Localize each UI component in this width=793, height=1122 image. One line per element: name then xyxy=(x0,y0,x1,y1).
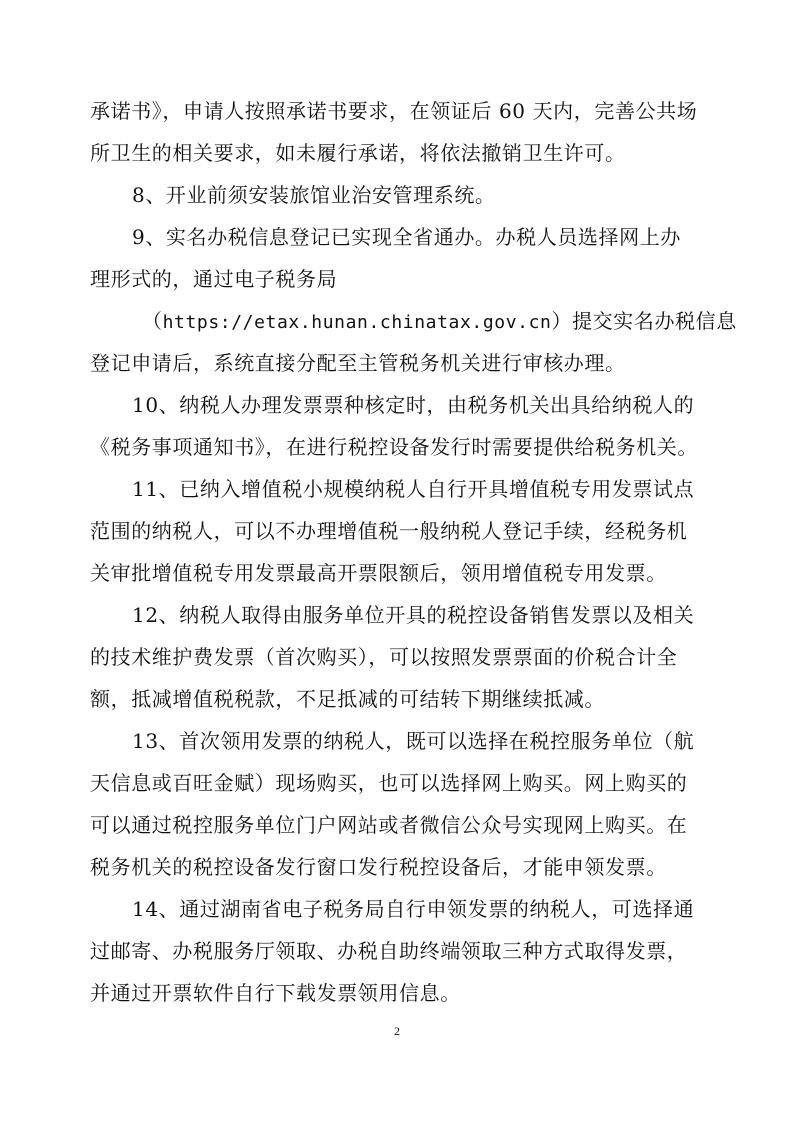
url-open-paren: （ xyxy=(142,309,163,333)
text-line: 关审批增值税专用发票最高开票限额后，领用增值税专用发票。 xyxy=(90,561,667,585)
url-tail-text: ）提交实名办税信息 xyxy=(551,309,737,333)
etax-url-line xyxy=(142,306,737,336)
paragraph-12: 12、纳税人取得由服务单位开具的税控设备销售发票以及相关 xyxy=(132,603,695,627)
text-line: 天信息或百旺金赋）现场购买，也可以选择网上购买。网上购买的 xyxy=(90,771,688,795)
text-line: 承诺书》，申请人按照承诺书要求，在领证后 60 天内，完善公共场 xyxy=(90,99,698,123)
paragraph-9: 9、实名办税信息登记已实现全省通办。办税人员选择网上办 xyxy=(132,225,681,249)
text-line: 额，抵减增值税税款，不足抵减的可结转下期继续抵减。 xyxy=(90,687,605,711)
paragraph-14: 14、通过湖南省电子税务局自行申领发票的纳税人，可选择通 xyxy=(132,897,695,921)
paragraph-10: 10、纳税人办理发票票种核定时，由税务机关出具给纳税人的 xyxy=(132,393,695,417)
text-line: 《税务事项通知书》，在进行税控设备发行时需要提供给税务机关。 xyxy=(90,435,698,459)
paragraph-13: 13、首次领用发票的纳税人，既可以选择在税控服务单位（航 xyxy=(132,729,695,753)
etax-url: https://etax.hunan.chinatax.gov.cn xyxy=(162,312,552,333)
text-line: 范围的纳税人，可以不办理增值税一般纳税人登记手续，经税务机 xyxy=(90,519,688,543)
text-line: 税务机关的税控设备发行窗口发行税控设备后，才能申领发票。 xyxy=(90,855,667,879)
page-number: 2 xyxy=(394,1024,400,1038)
text-line: 过邮寄、办税服务厅领取、办税自助终端领取三种方式取得发票， xyxy=(90,939,688,963)
text-line: 所卫生的相关要求，如未履行承诺，将依法撤销卫生许可。 xyxy=(90,141,626,165)
text-line: 理形式的，通过电子税务局 xyxy=(90,267,338,291)
paragraph-8: 8、开业前须安装旅馆业治安管理系统。 xyxy=(132,183,496,207)
text-line: 的技术维护费发票（首次购买），可以按照发票票面的价税合计全 xyxy=(90,645,678,669)
text-line: 登记申请后，系统直接分配至主管税务机关进行审核办理。 xyxy=(90,351,626,375)
text-line: 并通过开票软件自行下载发票领用信息。 xyxy=(90,981,461,1005)
paragraph-11: 11、已纳入增值税小规模纳税人自行开具增值税专用发票试点 xyxy=(132,477,695,501)
text-line: 可以通过税控服务单位门户网站或者微信公众号实现网上购买。在 xyxy=(90,813,688,837)
